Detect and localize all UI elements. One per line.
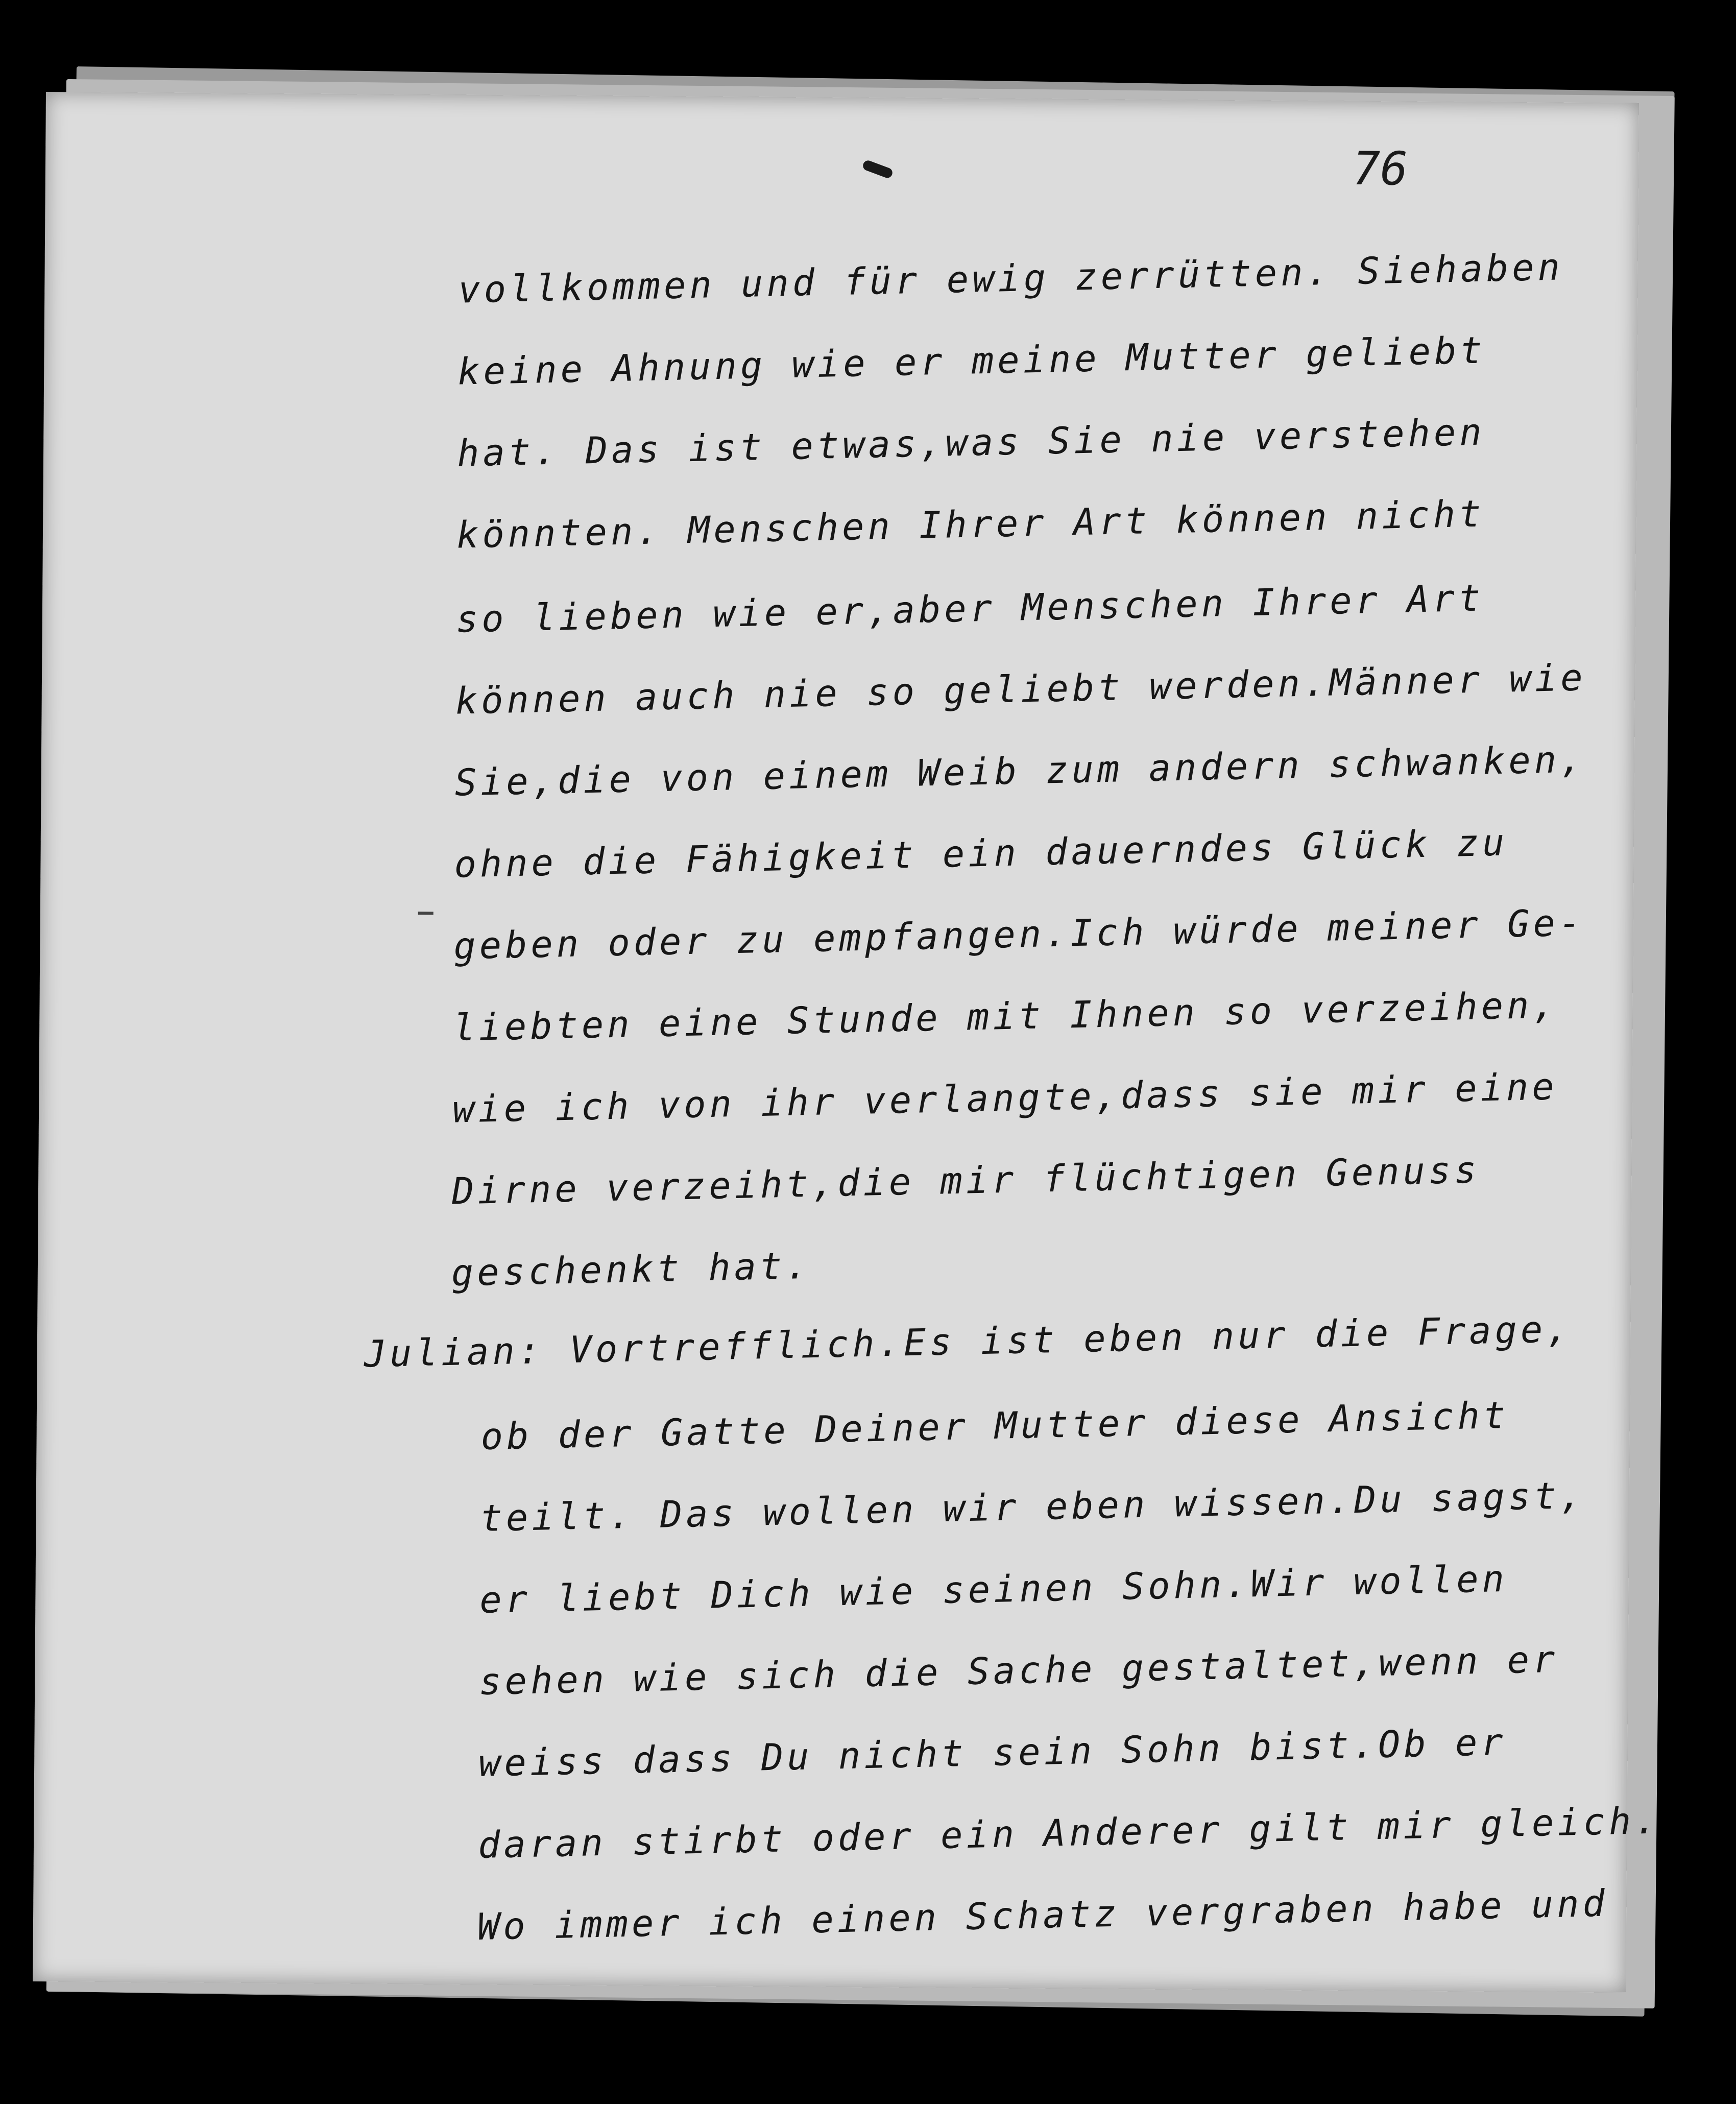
text-line: teilt. Das wollen wir eben wissen.Du sagst, bbox=[479, 1473, 1586, 1540]
text-line: weiss dass Du nicht sein Sohn bist.Ob er bbox=[478, 1720, 1507, 1785]
text-line: hat. Das ist etwas,was Sie nie verstehen bbox=[456, 410, 1486, 475]
page-number: 76 bbox=[1352, 141, 1408, 196]
text-line-speaker: Julian: Vortrefflich.Es ist eben nur die Frage, bbox=[363, 1307, 1573, 1376]
text-line: Dirne verzeiht,die mir flüchtigen Genuss bbox=[451, 1148, 1481, 1213]
text-line: können auch nie so geliebt werden.Männer wie bbox=[454, 656, 1587, 723]
text-line: geschenkt hat. bbox=[450, 1244, 812, 1295]
text-line: daran stirbt oder ein Anderer gilt mir gleich. bbox=[477, 1799, 1661, 1867]
text-line: ohne die Fähigkeit ein dauerndes Glück zu bbox=[453, 821, 1509, 886]
text-line: ob der Gatte Deiner Mutter diese Ansicht bbox=[480, 1393, 1509, 1459]
text-line: er liebt Dich wie seinen Sohn.Wir wollen bbox=[479, 1557, 1508, 1621]
text-line: vollkommen und für ewig zerrütten. Siehaben bbox=[457, 245, 1564, 312]
text-line: Wo immer ich einen Schatz vergraben habe und bbox=[477, 1881, 1609, 1948]
typewritten-page bbox=[33, 92, 1661, 1993]
text-line: geben oder zu empfangen.Ich würde meiner Ge- bbox=[453, 901, 1585, 968]
text-line: sehen wie sich die Sache gestaltet,wenn er bbox=[478, 1637, 1559, 1703]
text-line: könnten. Menschen Ihrer Art können nicht bbox=[456, 492, 1485, 557]
text-block bbox=[33, 92, 1661, 1993]
text-line: liebten eine Stunde mit Ihnen so verzeihen, bbox=[452, 983, 1559, 1049]
text-line: so lieben wie er,aber Menschen Ihrer Art bbox=[455, 576, 1485, 641]
text-line: keine Ahnung wie er meine Mutter geliebt bbox=[457, 328, 1486, 393]
text-line: wie ich von ihr verlangte,dass sie mir eine bbox=[452, 1065, 1558, 1131]
text-line: Sie,die von einem Weib zum andern schwanken, bbox=[454, 737, 1586, 804]
